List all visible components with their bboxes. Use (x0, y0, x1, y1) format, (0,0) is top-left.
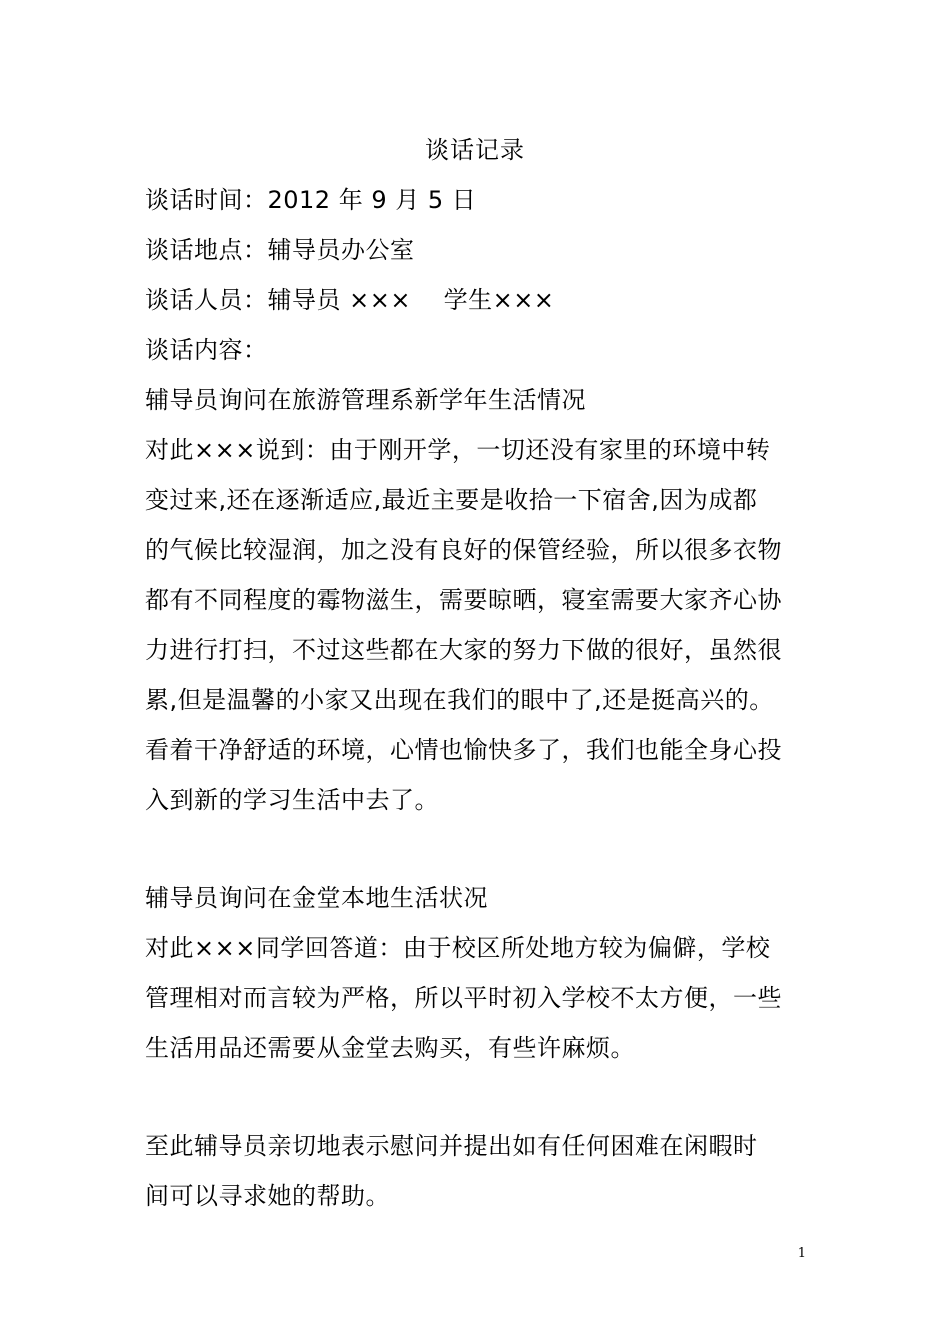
document-title: 谈话记录 (425, 136, 525, 164)
talk-content-label: 谈话内容： (145, 336, 268, 364)
section1-question: 辅导员询问在旅游管理系新学年生活情况 (145, 386, 586, 414)
section1-answer-line: 对此×××说到：由于刚开学，一切还没有家里的环境中转 (145, 436, 771, 464)
section1-answer-line: 变过来,还在逐渐适应,最近主要是收拾一下宿舍,因为成都 (145, 486, 758, 514)
section1-answer-line: 入到新的学习生活中去了。 (145, 786, 439, 814)
section2-answer-line: 对此×××同学回答道：由于校区所处地方较为偏僻，学校 (145, 934, 771, 962)
talk-participants-line: 谈话人员：辅导员 ××× 学生××× (145, 286, 555, 314)
section1-answer-line: 的气候比较湿润，加之没有良好的保管经验，所以很多衣物 (145, 536, 782, 564)
section2-answer-line: 管理相对而言较为严格，所以平时初入学校不太方便，一些 (145, 984, 782, 1012)
section1-answer-line: 看着干净舒适的环境，心情也愉快多了，我们也能全身心投 (145, 736, 782, 764)
section2-answer-line: 生活用品还需要从金堂去购买，有些许麻烦。 (145, 1034, 635, 1062)
closing-line: 间可以寻求她的帮助。 (145, 1182, 390, 1210)
section1-answer-line: 都有不同程度的霉物滋生，需要晾晒，寝室需要大家齐心协 (145, 586, 782, 614)
page-number: 1 (797, 1246, 806, 1261)
section1-answer-line: 累,但是温馨的小家又出现在我们的眼中了,还是挺高兴的。 (145, 686, 774, 714)
talk-location-line: 谈话地点：辅导员办公室 (145, 236, 415, 264)
section2-question: 辅导员询问在金堂本地生活状况 (145, 884, 488, 912)
talk-time-line: 谈话时间：2012 年 9 月 5 日 (145, 186, 477, 214)
closing-line: 至此辅导员亲切地表示慰问并提出如有任何困难在闲暇时 (145, 1132, 758, 1160)
section1-answer-line: 力进行打扫，不过这些都在大家的努力下做的很好，虽然很 (145, 636, 782, 664)
